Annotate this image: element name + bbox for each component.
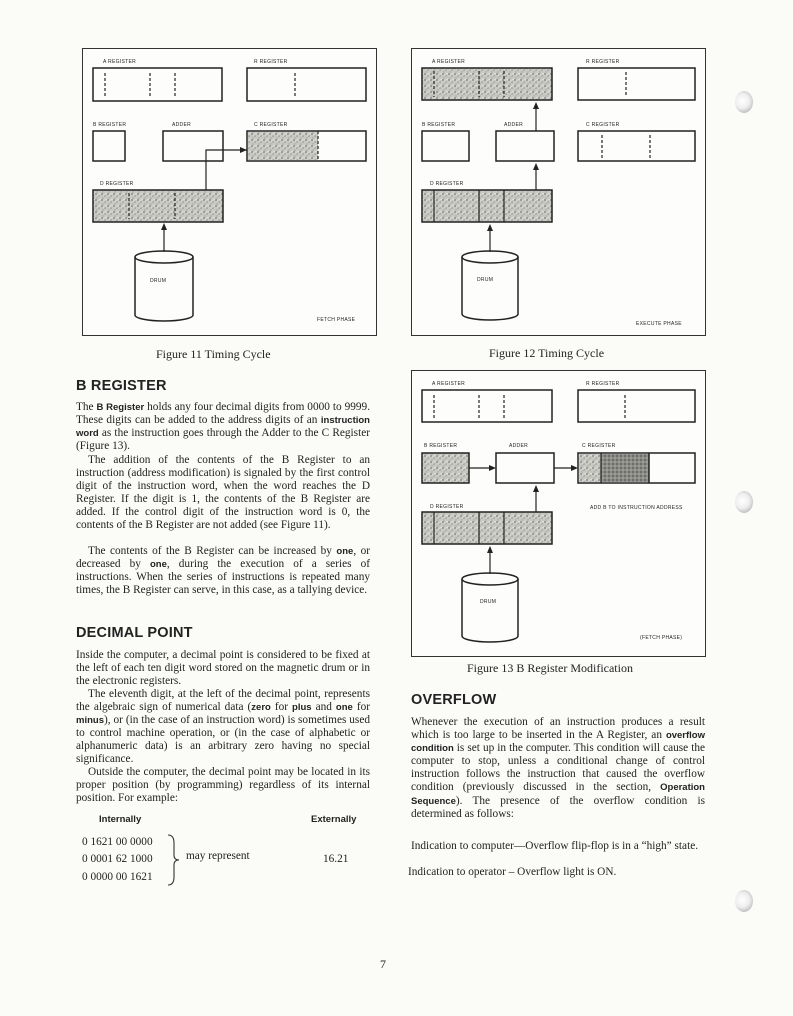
text: The contents of the B Register can be increased by <box>88 545 337 557</box>
text: as the instruction goes through the Adder to the C Register (Figure 13). <box>76 427 370 453</box>
phase-label: EXECUTE PHASE <box>636 321 682 327</box>
figure-13 <box>411 370 706 657</box>
binder-hole <box>735 91 753 113</box>
add-note-label: ADD B TO INSTRUCTION ADDRESS <box>590 505 683 511</box>
c-register-label: C REGISTER <box>582 443 616 449</box>
adder-label: ADDER <box>509 443 529 449</box>
table-row: 0 0001 62 1000 <box>82 853 153 865</box>
bold-term: instruction word <box>76 415 370 440</box>
bold-term: one <box>335 702 353 714</box>
figure-13-caption: Figure 13 B Register Modification <box>467 661 633 675</box>
d-register-label: D REGISTER <box>100 181 134 187</box>
bold-term: Operation Sequence <box>411 782 705 807</box>
r-register-label: R REGISTER <box>254 59 288 65</box>
table-row: 0 0000 00 1621 <box>82 871 153 883</box>
r-register-label: R REGISTER <box>586 59 620 65</box>
text: The eleventh digit, at the left of the decimal point, represents the algebraic sign of numerical data ( <box>76 688 370 714</box>
brace <box>165 833 181 887</box>
paragraph: Indication to operator – Overflow light is ON. <box>408 866 617 878</box>
b-register-label: B REGISTER <box>422 122 456 128</box>
table-middle-text: may represent <box>186 850 250 862</box>
section-heading-b-register: B REGISTER <box>76 378 167 394</box>
paragraph: Inside the computer, a decimal point is considered to be fixed at the left of each ten digit word stored on the magnetic drum or in the electronic registers. <box>76 649 370 688</box>
c-register-label: C REGISTER <box>586 122 620 128</box>
bold-term: one <box>336 546 354 557</box>
d-register-label: D REGISTER <box>430 181 464 187</box>
table-header-externally: Externally <box>311 814 357 825</box>
paragraph <box>76 688 370 767</box>
binder-hole <box>735 491 753 513</box>
figure-11-diagram <box>83 49 376 335</box>
figure-13-diagram <box>412 371 705 656</box>
section-heading-overflow: OVERFLOW <box>411 692 497 708</box>
figure-12 <box>411 48 706 336</box>
text: The <box>76 401 97 413</box>
binder-hole <box>735 890 753 912</box>
bold-term: minus <box>76 715 104 727</box>
a-register-label: A REGISTER <box>103 59 137 65</box>
adder-label: ADDER <box>504 122 524 128</box>
table-row: 0 1621 00 0000 <box>82 836 153 848</box>
paragraph <box>76 401 370 453</box>
drum-label: DRUM <box>477 277 494 283</box>
a-register-label: A REGISTER <box>432 59 466 65</box>
text: ). The presence of the overflow condition is determined as follows: <box>411 794 705 820</box>
text: , during the execution of a series of instructions. When the series of instructions is repeated many times, the B Register can serve, in this case, as a tallying device. <box>76 558 370 597</box>
bold-term: one <box>149 559 167 571</box>
c-register-label: C REGISTER <box>254 122 288 128</box>
d-register-label: D REGISTER <box>430 504 464 510</box>
paragraph: The addition of the contents of the B Register to an instruction (address modification) is signaled by the first control digit of the instruction word, when the word reaches the D Register. If the digit is 1, the contents of the B Register are added. If the control digit of the instruction word is 0, the contents of the B Register are not added (see Figure 11). <box>76 454 370 532</box>
text: for <box>270 701 293 714</box>
text: is set up in the computer. This condition will cause the computer to stop, unless a conditional change of control instruction follows the instruction that caused the overflow condition (previously discussed in the section, <box>411 742 705 794</box>
b-register-label: B REGISTER <box>424 443 458 449</box>
figure-11 <box>82 48 377 336</box>
b-register-label: B REGISTER <box>93 122 127 128</box>
r-register-label: R REGISTER <box>586 381 620 387</box>
paragraph <box>411 716 705 821</box>
bold-term: B Register <box>96 402 145 413</box>
text: , or decreased by <box>76 545 370 571</box>
text: holds any four decimal digits from 0000 to 9999. These digits can be added to the address digits of an <box>76 401 371 427</box>
drum-label: DRUM <box>480 599 497 605</box>
a-register-label: A REGISTER <box>432 381 466 387</box>
figure-12-diagram <box>412 49 705 335</box>
paragraph <box>76 545 370 597</box>
text: and <box>311 701 336 714</box>
bold-term: zero <box>251 702 271 714</box>
section-heading-decimal-point: DECIMAL POINT <box>76 625 193 641</box>
paragraph: Indication to computer—Overflow flip-flop is in a “high” state. <box>411 840 699 852</box>
bold-term: overflow condition <box>411 730 705 755</box>
bold-term: plus <box>292 702 312 714</box>
page-number: 7 <box>380 957 386 971</box>
table-header-internally: Internally <box>99 814 142 825</box>
text: Whenever the execution of an instruction produces a result which is too large to be inserted in the A Register, an <box>411 716 705 742</box>
text: ), or (in the case of an instruction word) is sometimes used to control machine operation, or (in the case of alphabetic or alphanumeric data) is an arbitrary zero having no special significance. <box>76 714 370 766</box>
drum-label: DRUM <box>150 278 167 284</box>
phase-label: FETCH PHASE <box>317 317 356 323</box>
phase-label: (FETCH PHASE) <box>640 635 683 641</box>
table-external-value: 16.21 <box>323 853 349 865</box>
figure-12-caption: Figure 12 Timing Cycle <box>489 346 605 360</box>
text: for <box>352 701 371 714</box>
figure-11-caption: Figure 11 Timing Cycle <box>156 347 271 361</box>
paragraph: Outside the computer, the decimal point may be located in its proper position (by programming) regardless of its internal position. For example: <box>76 766 370 805</box>
adder-label: ADDER <box>172 122 192 128</box>
